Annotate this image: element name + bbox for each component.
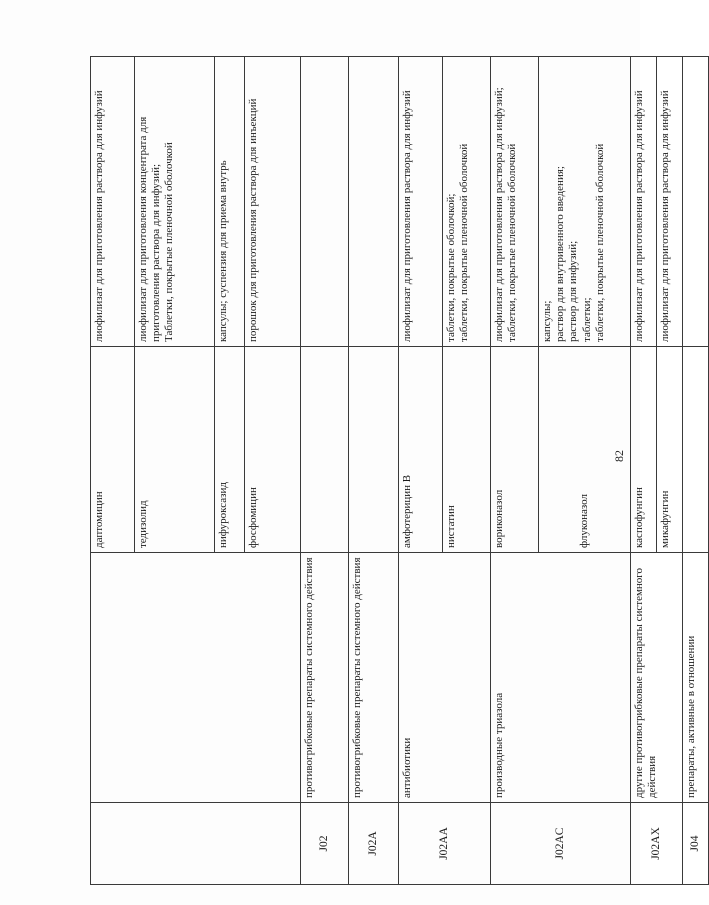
dosage-forms-cell: капсулы; суспензия для приема внутрь [215, 57, 245, 347]
group-cell: другие противогрибковые препараты системного действия [631, 553, 683, 803]
dosage-forms-cell: лиофилизат для приготовления концентрата для приготовления раствора для инфузий; Таблетки, покрытые пленочной оболочкой [135, 57, 215, 347]
code-cell: J04 [683, 803, 709, 885]
dosage-forms-cell: лиофилизат для приготовления раствора для инфузий [91, 57, 135, 347]
page-number: 82 [612, 450, 626, 462]
code-cell: J02 [301, 803, 349, 885]
drug-name-cell: каспофунгин [631, 347, 657, 553]
code-cell: J02AA [399, 803, 491, 885]
dosage-forms-cell: таблетки, покрытые оболочкой; таблетки, покрытые пленочной оболочкой [443, 57, 491, 347]
drug-name-cell [349, 347, 399, 553]
code-cell: J02AC [491, 803, 631, 885]
code-cell: J02A [349, 803, 399, 885]
dosage-forms-cell [349, 57, 399, 347]
code-cell: J02AX [631, 803, 683, 885]
dosage-forms-cell: лиофилизат для приготовления раствора для инфузий; таблетки, покрытые пленочной оболочкой [491, 57, 539, 347]
group-cell [91, 553, 301, 803]
table-row [349, 57, 399, 885]
dosage-forms-cell: порошок для приготовления раствора для инъекций [245, 57, 301, 347]
drug-name-cell: фосфомицин [245, 347, 301, 553]
table-row [91, 57, 135, 885]
dosage-forms-cell: лиофилизат для приготовления раствора для инфузий [399, 57, 443, 347]
dosage-forms-cell: лиофилизат для приготовления раствора для инфузий [631, 57, 657, 347]
drug-name-cell: нифуроксазид [215, 347, 245, 553]
group-cell: препараты, активные в отношении [683, 553, 709, 803]
dosage-forms-cell: лиофилизат для приготовления раствора для инфузий [657, 57, 683, 347]
dosage-forms-cell: капсулы; раствор для внутривенного введения; раствор для инфузий; таблетки; таблетки, покрытые пленочной оболочкой [539, 57, 631, 347]
dosage-forms-cell [301, 57, 349, 347]
table-row [301, 57, 349, 885]
drug-name-cell: тедизолид [135, 347, 215, 553]
group-cell: антибиотики [399, 553, 491, 803]
drug-name-cell: микафунгин [657, 347, 683, 553]
drug-name-cell: флуконазол [539, 347, 631, 553]
drug-name-cell: вориконазол [491, 347, 539, 553]
drug-name-cell [683, 347, 709, 553]
drug-name-cell: даптомицин [91, 347, 135, 553]
group-cell: противогрибковые препараты системного действия [301, 553, 349, 803]
drug-name-cell: амфотерицин В [399, 347, 443, 553]
group-cell: производные триазола [491, 553, 631, 803]
drug-name-cell [301, 347, 349, 553]
code-cell [91, 803, 301, 885]
table-row [491, 57, 539, 885]
dosage-forms-cell [683, 57, 709, 347]
table-row [683, 57, 709, 885]
drug-name-cell: нистатин [443, 347, 491, 553]
drug-table [90, 56, 709, 885]
group-cell: противогрибковые препараты системного действия [349, 553, 399, 803]
table-row [399, 57, 443, 885]
table-row [631, 57, 657, 885]
